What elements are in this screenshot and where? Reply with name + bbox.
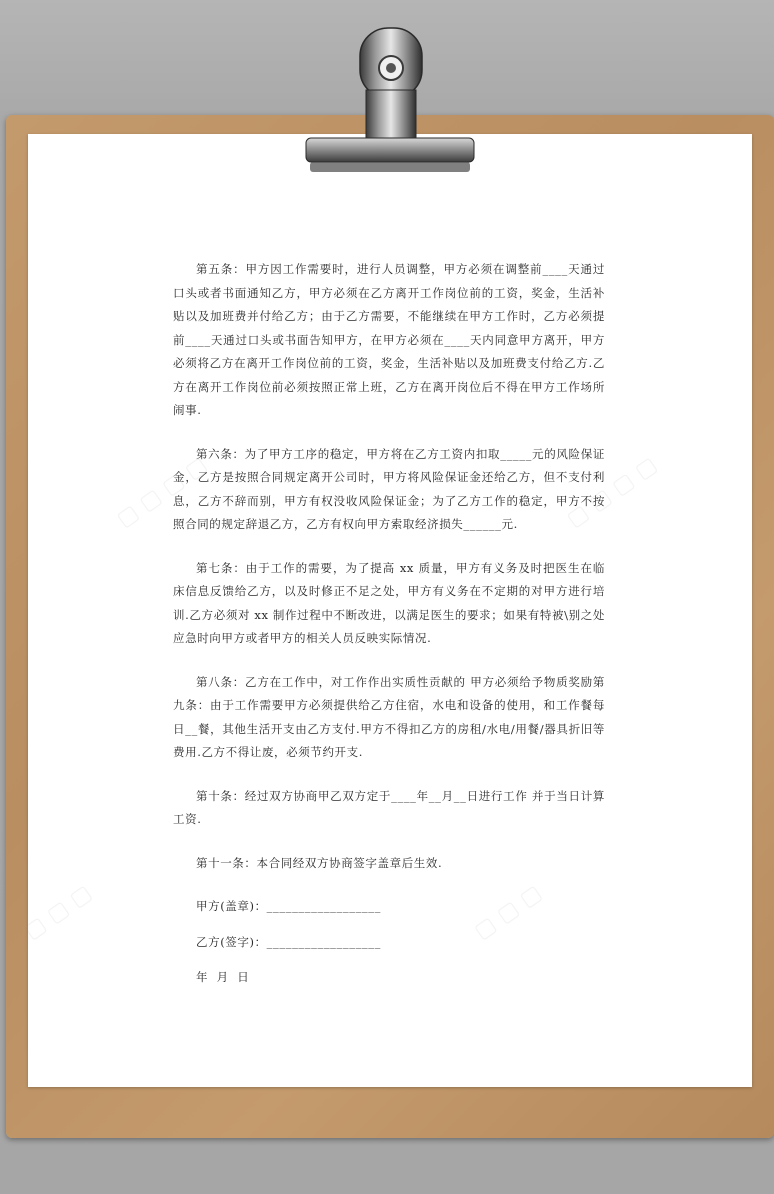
clause-10: 第十条：经过双方协商甲乙双方定于____年__月__日进行工作 并于当日计算工资. [173, 788, 605, 826]
watermark-left: ▢ ▢ ▢ ▢ [112, 452, 212, 533]
party-a-signature-line: 甲方(盖章)：__________________ [196, 899, 381, 913]
watermark-bottom-right: ▢ ▢ ▢ [469, 880, 547, 945]
contract-text [173, 258, 605, 1002]
clause-11: 第十一条：本合同经双方协商签字盖章后生效. [196, 855, 443, 870]
binder-clip-icon [300, 24, 480, 179]
watermark-bottom-left: ▢ ▢ ▢ [19, 880, 97, 945]
date-line: 年 月 日 [196, 970, 250, 984]
clause-6: 第六条：为了甲方工序的稳定，甲方将在乙方工资内扣取_____元的风险保证金，乙方是按照合同规定离开公司时，甲方将风险保证金还给乙方，但不支付利息，乙方不辞而别，甲方有权没收风险保证金；为了乙方工作的稳定，甲方不按照合同的规定辞退乙方，乙方有权向甲方索取经济损失______元. [173, 446, 605, 531]
party-b-signature-line: 乙方(签字)：__________________ [196, 934, 381, 949]
clause-5: 第五条：甲方因工作需要时，进行人员调整，甲方必须在调整前____天通过口头或者书面通知乙方，甲方必须在乙方离开工作岗位前的工资，奖金，生活补贴以及加班费并付给乙方；由于乙方需要，不能继续在甲方工作时，乙方必须提前____天通过口头或书面告知甲方，在甲方必须在____天内同意甲方离开，甲方必须将乙方在离开工作岗位前的工资，奖金，生活补贴以及加班费支付给乙方.乙方在离开工作岗位前必须按照正常上班，乙方在离开岗位后不得在甲方工作场所闹事. [173, 262, 605, 417]
watermark-right: ▢ ▢ ▢ ▢ [562, 452, 662, 533]
clause-8-9: 第八条：乙方在工作中，对工作作出实质性贡献的 甲方必须给予物质奖励第九条：由于工作需要甲方必须提供给乙方住宿，水电和设备的使用，和工作餐每日__餐，其他生活开支由乙方支付.甲方不得扣乙方的房租/水电/用餐/器具折旧等费用.乙方不得让废，必须节约开支. [173, 674, 605, 759]
clause-7: 第七条：由于工作的需要，为了提高 xx 质量，甲方有义务及时把医生在临床信息反馈给乙方，以及时修正不足之处，甲方有义务在不定期的对甲方进行培训.乙方必须对 xx 制作过程中不断改进，以满足医生的要求；如果有特被\别之处应急时向甲方或者甲方的相关人员反映实际情况. [173, 560, 605, 645]
